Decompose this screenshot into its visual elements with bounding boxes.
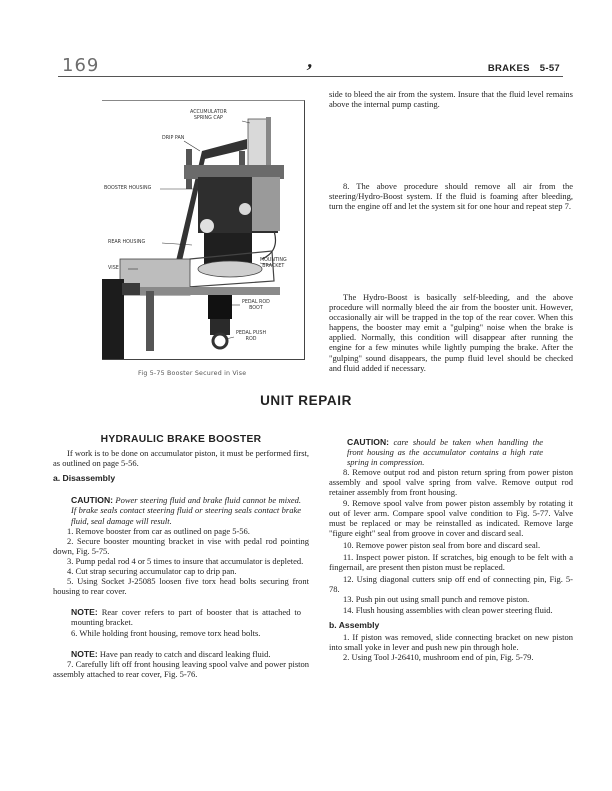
vise-plate <box>120 287 280 295</box>
step-9: 9. Remove spool valve from power piston assembly by rotating it out of lever arm. Compare spool valve condition to Fig. 5-77. Valve must be replaced or may be reinstalled as indicated. Remove large "figure eight" seal from groove in cover and discard seal. <box>329 497 573 538</box>
step-11: 11. Inspect power piston. If scratches, big enough to be felt with a fingernail, are present then piston must be replaced. <box>329 552 573 573</box>
heading-hydraulic-brake-booster: HYDRAULIC BRAKE BOOSTER <box>100 434 262 445</box>
caution-block <box>329 437 573 467</box>
caution-text: care should be taken when handling the front housing as the accumulator contains a high rate spring in compression. <box>347 437 544 468</box>
figure-caption: Fig 5-75 Booster Secured in Vise <box>138 370 247 377</box>
right-column <box>329 437 573 662</box>
step-12: 12. Using diagonal cutters snip off end of connecting pin, Fig. 5-78. <box>329 574 573 595</box>
label-line: ROD <box>245 337 257 342</box>
intro-paragraph: If work is to be done on accumulator piston, it must be performed first, as outlined on page 5-56. <box>53 448 309 469</box>
label-line: PEDAL PUSH <box>236 331 267 336</box>
accumulator-housing <box>252 177 280 231</box>
bleeding-continued <box>329 89 573 109</box>
label-accumulator-spring-cap <box>190 110 227 122</box>
caution-text: Power steering fluid and brake fluid cannot be mixed. If brake seals contact steering fluid or steering seals contact brake fluid, seal damage will result. <box>71 495 302 526</box>
caution-label: CAUTION: <box>71 495 114 506</box>
vise-post <box>146 291 154 351</box>
pedal-push-rod-eye <box>213 334 227 348</box>
self-bleeding-note <box>329 292 573 373</box>
step-2: 2. Secure booster mounting bracket in vise with pedal rod pointing down, Fig. 5-75. <box>53 535 309 556</box>
assembly-step-2: 2. Using Tool J-26410, mushroom end of pin, Fig. 5-79. <box>343 651 534 662</box>
step-10: 10. Remove power piston seal from bore and discard seal. <box>343 539 541 550</box>
note-text: Rear cover refers to part of booster that is attached to mounting bracket. <box>71 607 301 628</box>
booster-photo-illustration <box>102 101 304 359</box>
label-line: ACCUMULATOR <box>190 110 227 115</box>
label-mounting-bracket <box>260 258 287 270</box>
label-booster-housing: BOOSTER HOUSING <box>104 186 152 191</box>
running-header <box>488 63 560 74</box>
housing-base <box>198 261 262 277</box>
step-4: 4. Cut strap securing accumulator cap to drip pan. <box>67 566 237 577</box>
step-8: 8. Remove output rod and piston return spring from power piston assembly and spool valve spring from valve. Remove output rod retainer assembly from front housing. <box>329 467 573 498</box>
step-7: 7. Carefully lift off front housing leaving spool valve and power piston assembly attached to rear cover, Fig. 5-76. <box>53 658 309 679</box>
step-1: 1. Remove booster from car as outlined on page 5-56. <box>67 525 250 536</box>
note-block-1 <box>53 607 309 627</box>
vise-body <box>102 279 124 359</box>
label-line: MOUNTING <box>260 258 287 263</box>
scan-mark: , <box>306 50 316 72</box>
top-flange <box>184 165 284 179</box>
paragraph: The Hydro-Boost is basically self-bleeding, and the above procedure will normally bleed the air from the booster unit. However, occasionally air will be trapped in the top of the rear cover. When this happens, the booster may emit a "gulping" noise when the brake is applied. Normally, this condition will disappear after running the engine for a few minutes while lightly pumping the brake. After the "gulping" sound disappears, the pump fluid level should be checked and fluid added if necessary. <box>329 292 573 373</box>
note-label: NOTE: <box>71 607 98 618</box>
paragraph: side to bleed the air from the system. Insure that the fluid level remains above the internal pump casting. <box>329 89 573 110</box>
note-text: Have pan ready to catch and discard leaking fluid. <box>99 648 271 659</box>
step-6: 6. While holding front housing, remove torx head bolts. <box>71 627 261 638</box>
section-title: UNIT REPAIR <box>260 393 352 408</box>
label-drip-pan: DRIP PAN <box>162 136 185 141</box>
section-name: BRAKES <box>487 63 530 74</box>
label-pedal-rod-boot <box>242 300 270 312</box>
note-block-2 <box>53 649 309 659</box>
label-line: BOOT <box>249 306 263 311</box>
step-3: 3. Pump pedal rod 4 or 5 times to insure that accumulator is depleted. <box>67 555 304 566</box>
step-8-bleeding <box>329 181 573 211</box>
step-14: 14. Flush housing assemblies with clean power steering fluid. <box>343 604 553 615</box>
note-label: NOTE: <box>71 648 98 659</box>
fitting-boss <box>239 203 251 215</box>
header-rule <box>58 76 563 77</box>
subheading-assembly: b. Assembly <box>329 619 380 630</box>
pipe-fitting <box>200 219 214 233</box>
label-pedal-push-rod <box>236 331 266 343</box>
step-13: 13. Push pin out using small punch and remove piston. <box>343 594 530 605</box>
caution-label: CAUTION: <box>347 437 390 447</box>
left-column <box>53 435 309 679</box>
caution-block <box>53 495 309 525</box>
label-line: BRACKET <box>262 264 285 269</box>
label-line: PEDAL ROD <box>242 300 270 305</box>
paragraph: 8. The above procedure should remove all air from the steering/Hydro-Boost system. If the fluid is foaming after bleeding, turn the engine off and let the system sit for one hour and repeat step 7. <box>329 181 573 212</box>
page-reference: 5-57 <box>539 63 560 74</box>
label-rear-housing: REAR HOUSING <box>108 240 146 245</box>
label-vise: VISE <box>108 266 119 271</box>
vise-screw <box>122 283 140 295</box>
assembly-step-1: 1. If piston was removed, slide connecting bracket on new piston into small yoke in lever and push new pin through hole. <box>329 631 573 652</box>
subheading-disassembly: a. Disassembly <box>53 473 116 484</box>
step-5: 5. Using Socket J-25085 loosen five torx head bolts securing front housing to rear cover. <box>53 576 309 597</box>
pedal-rod-boot <box>208 295 232 319</box>
hydraulic-line <box>262 231 276 259</box>
label-line: SPRING CAP <box>193 116 223 121</box>
page-number: 169 <box>62 55 100 76</box>
figure-booster-in-vise <box>102 100 305 360</box>
